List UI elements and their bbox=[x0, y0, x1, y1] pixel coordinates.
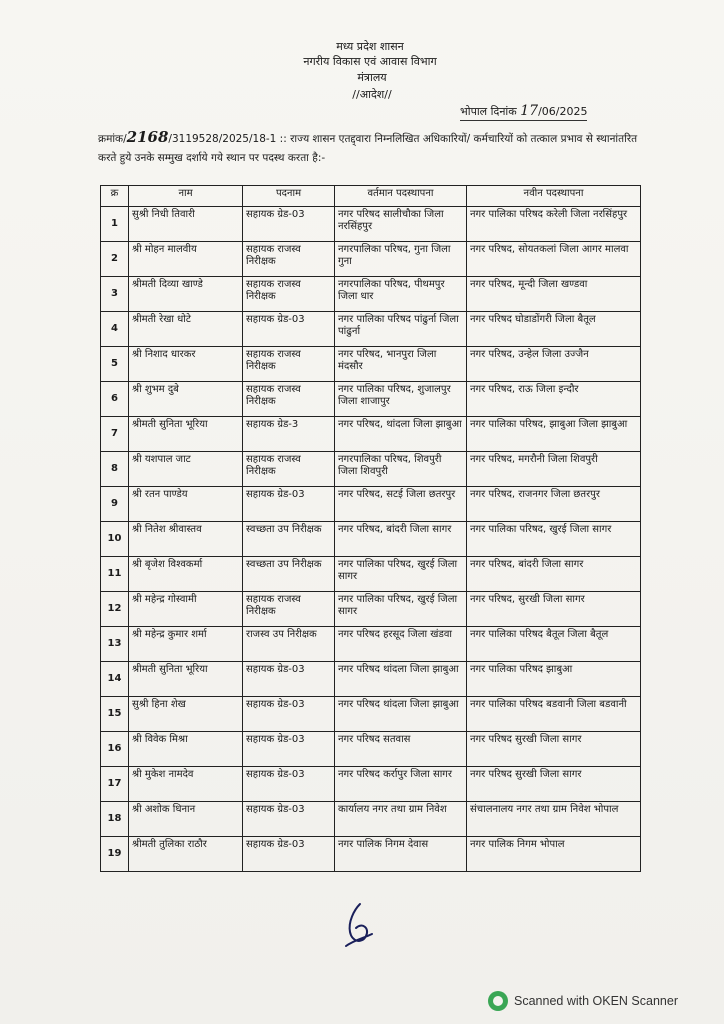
current-posting-cell: नगर परिषद सतवास bbox=[335, 732, 467, 767]
table-row bbox=[101, 662, 641, 697]
new-posting-cell: नगर परिषद, उन्हेल जिला उज्जैन bbox=[467, 347, 641, 382]
current-posting-cell: नगर परिषद, सटई जिला छतरपुर bbox=[335, 487, 467, 522]
designation-cell: सहायक ग्रेड-03 bbox=[243, 207, 335, 242]
serial-cell: 19 bbox=[101, 837, 129, 872]
name-cell: श्री मुकेश नामदेव bbox=[129, 767, 243, 802]
designation-cell: सहायक ग्रेड-03 bbox=[243, 697, 335, 732]
name-cell: श्री शुभम दुबे bbox=[129, 382, 243, 417]
handwritten-signature-icon bbox=[340, 900, 376, 950]
name-cell: श्री महेन्द्र गोस्वामी bbox=[129, 592, 243, 627]
header-department: नगरीय विकास एवं आवास विभाग bbox=[303, 55, 437, 68]
name-cell: सुश्री निधी तिवारी bbox=[129, 207, 243, 242]
current-posting-cell: कार्यालय नगर तथा ग्राम निवेश bbox=[335, 802, 467, 837]
table-row bbox=[101, 242, 641, 277]
current-posting-cell: नगर परिषद थांदला जिला झाबुआ bbox=[335, 697, 467, 732]
new-posting-cell: नगर परिषद, सुरखी जिला सागर bbox=[467, 592, 641, 627]
serial-cell: 4 bbox=[101, 312, 129, 347]
new-posting-cell: नगर परिषद घोडाडोंगरी जिला बैतूल bbox=[467, 312, 641, 347]
table-row bbox=[101, 312, 641, 347]
scanner-text: Scanned with OKEN Scanner bbox=[514, 994, 678, 1008]
header-ministry: मंत्रालय bbox=[357, 71, 387, 84]
table-row bbox=[101, 697, 641, 732]
name-cell: श्रीमती दिव्या खाण्डे bbox=[129, 277, 243, 312]
new-posting-cell: नगर परिषद सुरखी जिला सागर bbox=[467, 767, 641, 802]
designation-cell: सहायक राजस्व निरीक्षक bbox=[243, 382, 335, 417]
table-row bbox=[101, 382, 641, 417]
transfer-table bbox=[100, 185, 641, 872]
serial-cell: 17 bbox=[101, 767, 129, 802]
table-row bbox=[101, 627, 641, 662]
current-posting-cell: नगर पालिका परिषद, शुजालपुर जिला शाजापुर bbox=[335, 382, 467, 417]
order-date: भोपाल दिनांक 17/06/2025 bbox=[460, 103, 588, 119]
table-row bbox=[101, 592, 641, 627]
name-cell: श्री निशाद धारकर bbox=[129, 347, 243, 382]
new-posting-cell: नगर परिषद, राजनगर जिला छतरपुर bbox=[467, 487, 641, 522]
serial-cell: 10 bbox=[101, 522, 129, 557]
current-posting-cell: नगरपालिका परिषद, पीथमपुर जिला धार bbox=[335, 277, 467, 312]
table-row bbox=[101, 557, 641, 592]
name-cell: श्री यशपाल जाट bbox=[129, 452, 243, 487]
designation-cell: स्वच्छता उप निरीक्षक bbox=[243, 557, 335, 592]
serial-cell: 15 bbox=[101, 697, 129, 732]
current-posting-cell: नगर परिषद, थांदला जिला झाबुआ bbox=[335, 417, 467, 452]
designation-cell: सहायक राजस्व निरीक्षक bbox=[243, 347, 335, 382]
new-posting-cell: नगर परिषद सुरखी जिला सागर bbox=[467, 732, 641, 767]
designation-cell: सहायक राजस्व निरीक्षक bbox=[243, 277, 335, 312]
table-row bbox=[101, 452, 641, 487]
serial-cell: 13 bbox=[101, 627, 129, 662]
name-cell: श्रीमती तुलिका राठौर bbox=[129, 837, 243, 872]
name-cell: श्री विवेक मिश्रा bbox=[129, 732, 243, 767]
current-posting-cell: नगरपालिका परिषद, गुना जिला गुना bbox=[335, 242, 467, 277]
new-posting-cell: नगर परिषद, मून्दी जिला खण्डवा bbox=[467, 277, 641, 312]
table-row bbox=[101, 802, 641, 837]
current-posting-cell: नगर परिषद सालीचौका जिला नरसिंहपुर bbox=[335, 207, 467, 242]
table-row bbox=[101, 837, 641, 872]
serial-cell: 12 bbox=[101, 592, 129, 627]
header-order-title: //आदेश// bbox=[352, 88, 392, 101]
serial-cell: 2 bbox=[101, 242, 129, 277]
current-posting-cell: नगर परिषद, बांदरी जिला सागर bbox=[335, 522, 467, 557]
date-day: 17 bbox=[520, 103, 539, 119]
designation-cell: सहायक ग्रेड-03 bbox=[243, 662, 335, 697]
serial-cell: 16 bbox=[101, 732, 129, 767]
name-cell: श्रीमती रेखा धोटे bbox=[129, 312, 243, 347]
new-posting-cell: नगर परिषद, सोयतकलां जिला आगर मालवा bbox=[467, 242, 641, 277]
name-cell: सुश्री हिना शेख bbox=[129, 697, 243, 732]
table-row bbox=[101, 522, 641, 557]
designation-cell: सहायक ग्रेड-03 bbox=[243, 312, 335, 347]
table-row bbox=[101, 207, 641, 242]
designation-cell: सहायक ग्रेड-03 bbox=[243, 487, 335, 522]
table-header-row bbox=[101, 186, 641, 207]
designation-cell: सहायक ग्रेड-03 bbox=[243, 732, 335, 767]
new-posting-cell: नगर परिषद, मगरौनी जिला शिवपुरी bbox=[467, 452, 641, 487]
order-number: 2168 bbox=[126, 128, 169, 146]
current-posting-cell: नगर पालिका परिषद, खुरई जिला सागर bbox=[335, 592, 467, 627]
header-government: मध्य प्रदेश शासन bbox=[336, 40, 404, 53]
serial-cell: 5 bbox=[101, 347, 129, 382]
table-row bbox=[101, 277, 641, 312]
designation-cell: राजस्व उप निरीक्षक bbox=[243, 627, 335, 662]
new-posting-cell: नगर पालिका परिषद बडवानी जिला बडवानी bbox=[467, 697, 641, 732]
designation-cell: सहायक राजस्व निरीक्षक bbox=[243, 592, 335, 627]
current-posting-cell: नगर पालिका परिषद, खुरई जिला सागर bbox=[335, 557, 467, 592]
header-serial: क्र bbox=[101, 186, 129, 207]
serial-cell: 1 bbox=[101, 207, 129, 242]
order-prefix: क्रमांक/ bbox=[98, 133, 127, 145]
scanner-watermark bbox=[488, 990, 678, 1012]
new-posting-cell: संचालनालय नगर तथा ग्राम निवेश भोपाल bbox=[467, 802, 641, 837]
new-posting-cell: नगर पालिक निगम भोपाल bbox=[467, 837, 641, 872]
date-month-year: /06/2025 bbox=[538, 105, 588, 118]
table-row bbox=[101, 487, 641, 522]
new-posting-cell: नगर परिषद, राऊ जिला इन्दौर bbox=[467, 382, 641, 417]
name-cell: श्री मोहन मालवीय bbox=[129, 242, 243, 277]
new-posting-cell: नगर पालिका परिषद बैतूल जिला बैतूल bbox=[467, 627, 641, 662]
table-row bbox=[101, 347, 641, 382]
name-cell: श्री अशोक धिनान bbox=[129, 802, 243, 837]
current-posting-cell: नगर परिषद कर्रापुर जिला सागर bbox=[335, 767, 467, 802]
current-posting-cell: नगर परिषद थांदला जिला झाबुआ bbox=[335, 662, 467, 697]
new-posting-cell: नगर पालिका परिषद झाबुआ bbox=[467, 662, 641, 697]
designation-cell: सहायक ग्रेड-03 bbox=[243, 767, 335, 802]
new-posting-cell: नगर पालिका परिषद करेली जिला नरसिंहपुर bbox=[467, 207, 641, 242]
designation-cell: सहायक राजस्व निरीक्षक bbox=[243, 242, 335, 277]
current-posting-cell: नगरपालिका परिषद, शिवपुरी जिला शिवपुरी bbox=[335, 452, 467, 487]
serial-cell: 18 bbox=[101, 802, 129, 837]
header-designation: पदनाम bbox=[243, 186, 335, 207]
serial-cell: 7 bbox=[101, 417, 129, 452]
order-text: /3119528/2025/18-1 :: राज्य शासन एतद्द्वारा निम्नलिखित अधिकारियों/ कर्मचारियों को तत्काल प्रभाव से स्थानांतरित करते हुये उनके सम्मुख दर्शाये गये स्थान पर पदस्थ करता है:- bbox=[98, 133, 638, 164]
header-new-posting: नवीन पदस्थापना bbox=[467, 186, 641, 207]
name-cell: श्रीमती सुनिता भूरिया bbox=[129, 662, 243, 697]
current-posting-cell: नगर परिषद, भानपुरा जिला मंदसौर bbox=[335, 347, 467, 382]
table-row bbox=[101, 767, 641, 802]
current-posting-cell: नगर पालिका परिषद पांढुर्ना जिला पांढुर्ना bbox=[335, 312, 467, 347]
designation-cell: स्वच्छता उप निरीक्षक bbox=[243, 522, 335, 557]
serial-cell: 11 bbox=[101, 557, 129, 592]
serial-cell: 9 bbox=[101, 487, 129, 522]
name-cell: श्री रतन पाण्डेय bbox=[129, 487, 243, 522]
table-row bbox=[101, 732, 641, 767]
table-row bbox=[101, 417, 641, 452]
designation-cell: सहायक ग्रेड-03 bbox=[243, 802, 335, 837]
current-posting-cell: नगर परिषद हरसूद जिला खंडवा bbox=[335, 627, 467, 662]
serial-cell: 6 bbox=[101, 382, 129, 417]
designation-cell: सहायक ग्रेड-03 bbox=[243, 837, 335, 872]
serial-cell: 14 bbox=[101, 662, 129, 697]
serial-cell: 8 bbox=[101, 452, 129, 487]
name-cell: श्री बृजेश विश्वकर्मा bbox=[129, 557, 243, 592]
name-cell: श्री नितेश श्रीवास्तव bbox=[129, 522, 243, 557]
header-name: नाम bbox=[129, 186, 243, 207]
name-cell: श्री महेन्द्र कुमार शर्मा bbox=[129, 627, 243, 662]
oken-scanner-logo-icon bbox=[488, 991, 508, 1011]
name-cell: श्रीमती सुनिता भूरिया bbox=[129, 417, 243, 452]
new-posting-cell: नगर पालिका परिषद, झाबुआ जिला झाबुआ bbox=[467, 417, 641, 452]
new-posting-cell: नगर परिषद, बांदरी जिला सागर bbox=[467, 557, 641, 592]
serial-cell: 3 bbox=[101, 277, 129, 312]
order-paragraph bbox=[98, 128, 658, 168]
current-posting-cell: नगर पालिक निगम देवास bbox=[335, 837, 467, 872]
designation-cell: सहायक ग्रेड-3 bbox=[243, 417, 335, 452]
new-posting-cell: नगर पालिका परिषद, खुरई जिला सागर bbox=[467, 522, 641, 557]
header-current-posting: वर्तमान पदस्थापना bbox=[335, 186, 467, 207]
designation-cell: सहायक राजस्व निरीक्षक bbox=[243, 452, 335, 487]
